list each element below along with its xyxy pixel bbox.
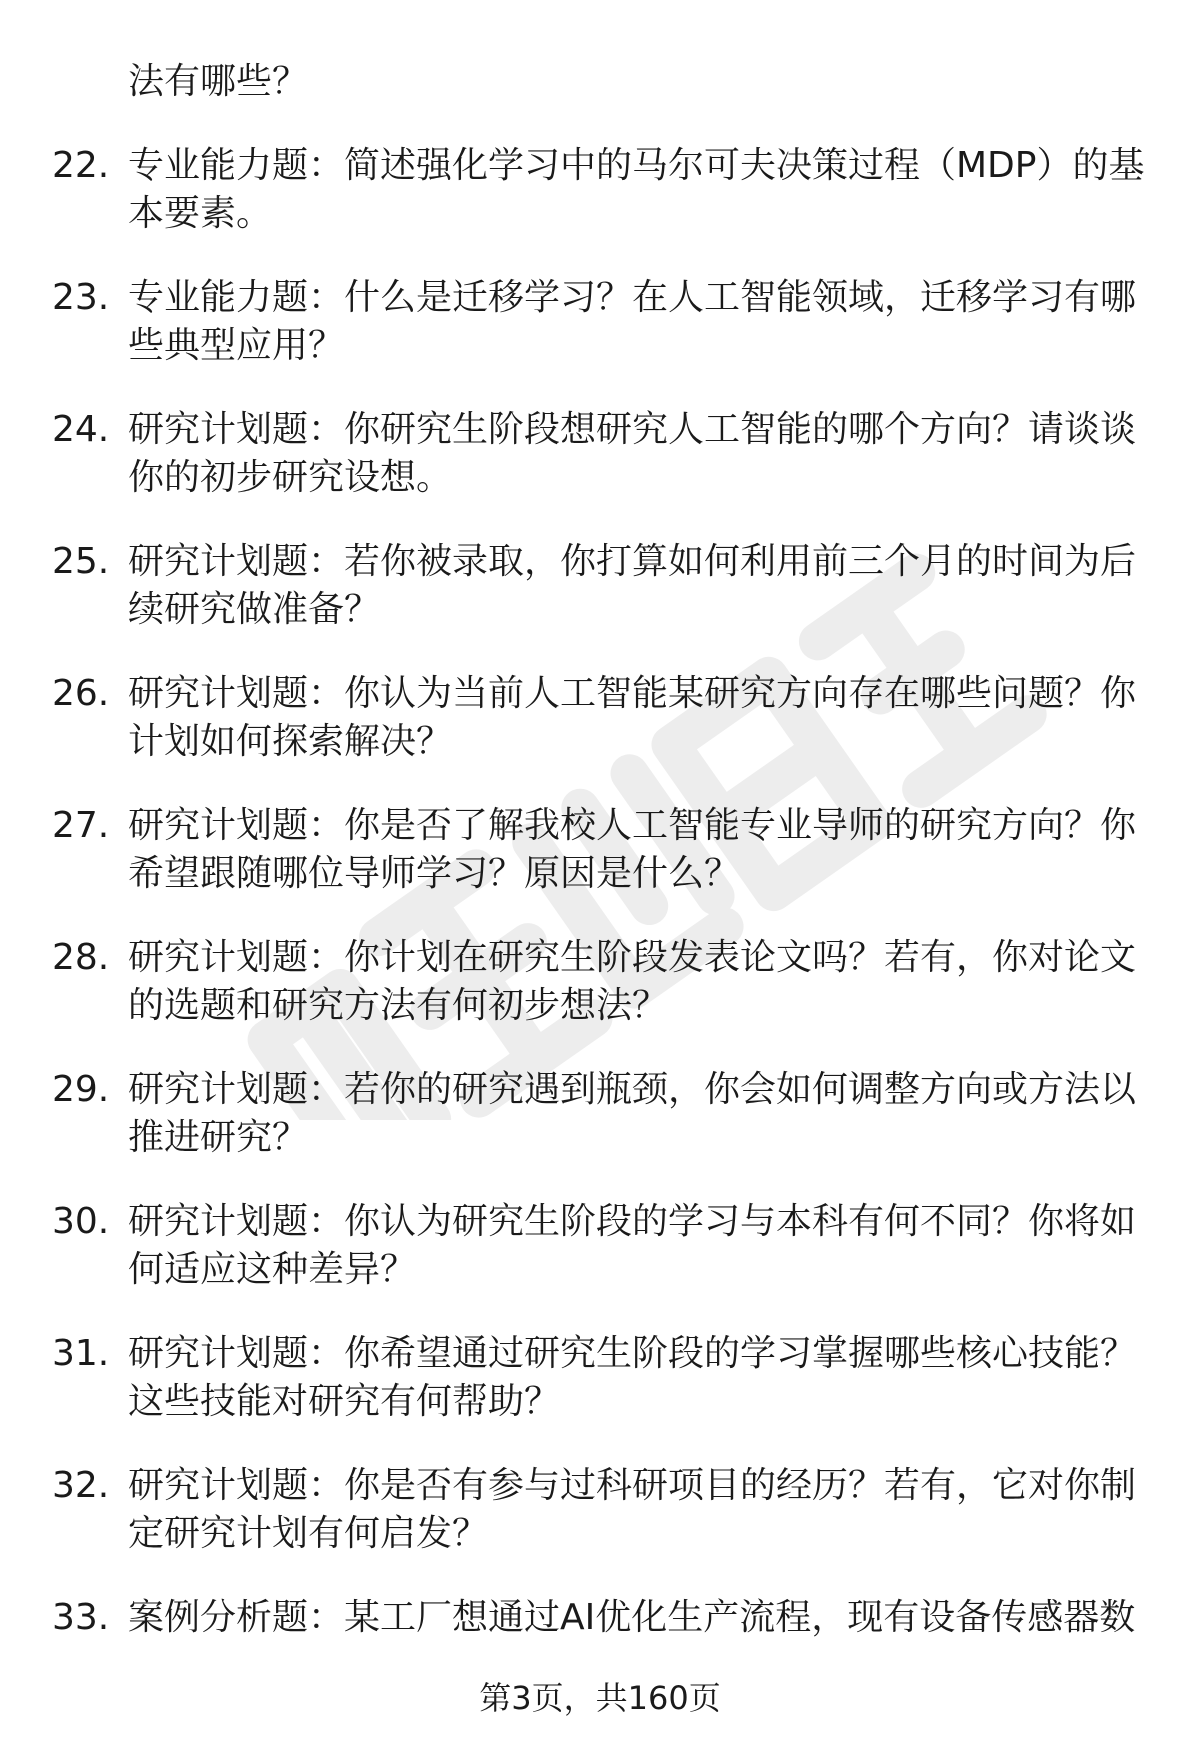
item-text: 研究计划题：你是否有参与过科研项目的经历？若有，它对你制定研究计划有何启发？ — [128, 1465, 1137, 1554]
item-text: 专业能力题：什么是迁移学习？在人工智能领域，迁移学习有哪些典型应用？ — [128, 277, 1137, 366]
item-text: 研究计划题：你计划在研究生阶段发表论文吗？若有，你对论文的选题和研究方法有何初步想法？ — [128, 937, 1137, 1026]
item-text: 研究计划题：你研究生阶段想研究人工智能的哪个方向？请谈谈你的初步研究设想。 — [128, 409, 1137, 498]
item-text: 研究计划题：你认为当前人工智能某研究方向存在哪些问题？你计划如何探索解决？ — [128, 673, 1137, 762]
list-item — [0, 1198, 1200, 1330]
continued-text-line: 法有哪些？ — [128, 61, 309, 102]
item-number: 25. — [52, 541, 110, 582]
list-item — [0, 670, 1200, 802]
item-text: 案例分析题：某工厂想通过AI优化生产流程，现有设备传感器数 — [128, 1597, 1136, 1638]
item-number: 24. — [52, 409, 110, 450]
list-item — [0, 274, 1200, 406]
item-number: 29. — [52, 1069, 110, 1110]
list-item — [0, 538, 1200, 670]
item-text: 研究计划题：你是否了解我校人工智能专业导师的研究方向？你希望跟随哪位导师学习？原因是什么？ — [128, 805, 1137, 894]
item-text: 专业能力题：简述强化学习中的马尔可夫决策过程（MDP）的基本要素。 — [128, 145, 1145, 234]
page-number-footer: 第3页，共160页 — [479, 1679, 721, 1717]
item-number: 30. — [52, 1201, 110, 1242]
item-text: 研究计划题：你希望通过研究生阶段的学习掌握哪些核心技能？这些技能对研究有何帮助？ — [128, 1333, 1137, 1422]
question-list — [0, 142, 1200, 1726]
item-number: 22. — [52, 145, 110, 186]
item-text: 研究计划题：若你被录取，你打算如何利用前三个月的时间为后续研究做准备？ — [128, 541, 1137, 630]
item-text: 研究计划题：若你的研究遇到瓶颈，你会如何调整方向或方法以推进研究？ — [128, 1069, 1137, 1158]
list-item — [0, 934, 1200, 1066]
list-item — [0, 1330, 1200, 1462]
list-item — [0, 406, 1200, 538]
item-number: 28. — [52, 937, 110, 978]
item-text: 研究计划题：你认为研究生阶段的学习与本科有何不同？你将如何适应这种差异？ — [128, 1201, 1137, 1290]
list-item — [0, 1066, 1200, 1198]
item-number: 33. — [52, 1597, 110, 1638]
item-number: 31. — [52, 1333, 110, 1374]
list-item — [0, 1462, 1200, 1594]
item-number: 32. — [52, 1465, 110, 1506]
item-number: 23. — [52, 277, 110, 318]
list-item — [0, 802, 1200, 934]
item-number: 27. — [52, 805, 110, 846]
list-item — [0, 142, 1200, 274]
item-number: 26. — [52, 673, 110, 714]
